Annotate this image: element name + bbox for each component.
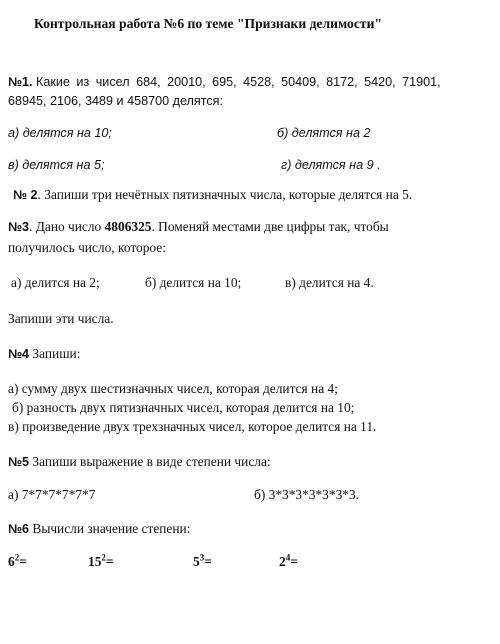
task5-number: №5 — [8, 455, 30, 469]
task4-option-a: а) сумму двух шестизначных чисел, которая делится на 4; — [8, 381, 338, 396]
power-15-squared — [88, 554, 114, 570]
power-6-squared — [8, 554, 27, 570]
task3-number: №3 — [8, 220, 30, 234]
power-5-cubed — [193, 554, 212, 570]
task3-line4: Запиши эти числа. — [8, 311, 114, 326]
power-exponent: 3 — [199, 552, 205, 563]
power-base: 2 — [279, 554, 286, 569]
task6-heading — [8, 521, 190, 537]
equals-sign: = — [290, 554, 298, 569]
task2-line — [13, 187, 412, 203]
equals-sign: = — [204, 554, 212, 569]
power-exponent: 2 — [101, 552, 106, 563]
equals-sign: = — [19, 554, 27, 569]
task4-heading — [8, 346, 80, 362]
task1-option-g: г) делятся на 9 . — [281, 158, 381, 172]
task1-question: Какие из чисел 684, 20010, 695, 4528, 50409, 8172, 5420, 71901, — [36, 75, 441, 89]
task1-option-a: а) делятся на 10; — [8, 126, 112, 140]
task1-option-b: б) делятся на 2 — [277, 126, 371, 140]
task4-option-v: в) произведение двух трехзначных чисел, которое делится на 11. — [8, 419, 377, 434]
equals-sign: = — [105, 554, 114, 569]
task3-option-b: б) делится на 10; — [145, 275, 242, 290]
task4-text: Запиши: — [29, 346, 81, 361]
power-2-fourth — [279, 554, 298, 570]
task5-option-a: а) 7*7*7*7*7*7 — [8, 487, 96, 502]
power-exponent: 2 — [14, 552, 20, 563]
task3-option-a: а) делится на 2; — [11, 275, 100, 290]
task4-number: №4 — [8, 347, 30, 361]
power-base: 15 — [88, 554, 102, 569]
task3-line1 — [8, 219, 389, 235]
task3-option-v: в) делится на 4. — [285, 275, 374, 290]
task6-number: №6 — [8, 522, 30, 536]
task3-text-before: . Дано число — [29, 219, 105, 234]
task5-option-b: б) 3*3*3*3*3*3*3. — [254, 487, 360, 502]
power-base: 6 — [8, 554, 15, 569]
power-base: 5 — [193, 554, 200, 569]
task2-text: . Запиши три нечётных пятизначных числа, которые делятся на 5. — [37, 187, 413, 202]
task2-number: № 2 — [13, 188, 38, 202]
task1-number: №1. — [8, 75, 33, 89]
task5-text: Запиши выражение в виде степени числа: — [29, 454, 271, 469]
page-title: Контрольная работа №6 по теме "Признаки делимости" — [34, 16, 382, 31]
task6-text: Вычисли значение степени: — [29, 521, 191, 536]
task1-line2: 68945, 2106, 3489 и 458700 делятся: — [8, 94, 223, 108]
power-exponent: 4 — [285, 552, 291, 563]
task3-line2: получилось число, которое: — [8, 240, 166, 255]
task5-heading — [8, 454, 271, 470]
task4-option-b: б) разность двух пятизначных чисел, которая делится на 10; — [12, 400, 355, 415]
task3-text-after: . Поменяй местами две цифры так, чтобы — [151, 219, 389, 234]
task1-line1 — [8, 74, 441, 90]
task3-given-number: 4806325 — [104, 219, 152, 234]
task1-option-v: в) делятся на 5; — [8, 158, 105, 172]
